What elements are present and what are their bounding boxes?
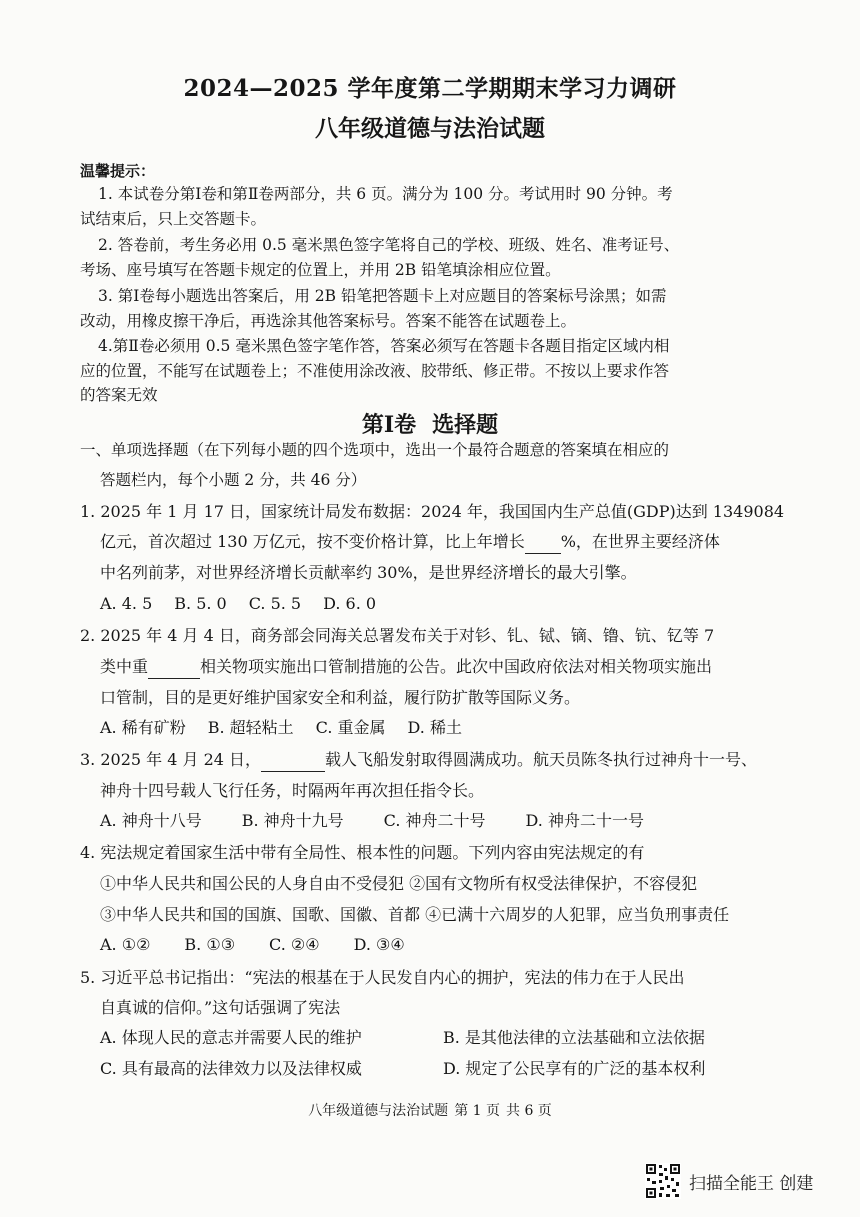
option-c: C. 神舟二十号 [383, 811, 486, 830]
section-part: 第Ⅰ卷 [361, 412, 417, 438]
page-footer [0, 1100, 860, 1120]
footer-subject: 八年级道德与法治试题 [308, 1103, 449, 1119]
question-text: 3. 2025 年 4 月 24 日， [80, 750, 262, 769]
option-b: B. ①③ [184, 935, 236, 954]
option-b: B. 5. 0 [174, 594, 227, 613]
option-c: C. ②④ [269, 935, 320, 954]
section-name: 选择题 [432, 412, 499, 438]
question-2-line: 2. 2025 年 4 月 4 日，商务部会同海关总署发布关于对钐、钆、铽、镝、镥、钪、钇等 7 [80, 626, 715, 645]
question-text: 亿元，首次超过 130 万亿元，按不变价格计算，比上年增长 [100, 532, 525, 551]
instruction-line: 答题栏内，每个小题 2 分，共 46 分） [100, 471, 367, 489]
option-a: A. 体现人民的意志并需要人民的维护 [100, 1028, 362, 1047]
question-5-line: 自真诚的信仰。”这句话强调了宪法 [100, 998, 341, 1017]
tips-line: 4.第Ⅱ卷必须用 0.5 毫米黑色签字笔作答，答案必须写在答题卡各题目指定区域内相 [98, 337, 670, 355]
option-c: C. 5. 5 [248, 594, 302, 613]
footer-page: 第 1 页 [454, 1103, 500, 1119]
question-2-options [100, 716, 484, 740]
question-text: 相关物项实施出口管制措施的公告。此次中国政府依法对相关物项实施出 [200, 657, 713, 676]
section-heading [0, 408, 860, 439]
tips-heading: 温馨提示： [80, 162, 156, 180]
tips-line: 试结束后，只上交答题卡。 [80, 210, 267, 228]
question-text: %，在世界主要经济体 [560, 532, 720, 551]
tips-line: 3. 第Ⅰ卷每小题选出答案后，用 2B 铅笔把答题卡上对应题目的答案标号涂黑；如需 [98, 287, 667, 305]
question-text: 类中重 [100, 657, 149, 676]
question-3-line [80, 748, 757, 772]
question-2-line [100, 655, 712, 679]
answer-blank [525, 535, 561, 554]
option-d: D. 稀土 [407, 718, 462, 737]
tips-line: 的答案无效 [80, 386, 158, 404]
question-4-line: ③中华人民共和国的国旗、国歌、国徽、首都 ④已满十六周岁的人犯罪，应当负刑事责任 [100, 905, 730, 924]
tips-line: 应的位置，不能写在试题卷上；不准使用涂改液、胶带纸、修正带。不按以上要求作答 [80, 362, 670, 380]
option-b: B. 神舟十九号 [241, 811, 344, 830]
option-a: A. 稀有矿粉 [100, 718, 186, 737]
question-5-line: 5. 习近平总书记指出：“宪法的根基在于人民发自内心的拥护，宪法的伟力在于人民出 [80, 968, 685, 987]
option-a: A. ①② [100, 935, 151, 954]
option-d: D. 规定了公民享有的广泛的基本权利 [443, 1059, 706, 1078]
option-d: D. 6. 0 [323, 594, 377, 613]
question-3-line: 神舟十四号载人飞行任务，时隔两年再次担任指令长。 [100, 781, 485, 800]
watermark-text: 扫描全能王 创建 [689, 1173, 814, 1194]
question-4-line: 4. 宪法规定着国家生活中带有全局性、根本性的问题。下列内容由宪法规定的有 [80, 843, 645, 862]
question-text: 载人飞船发射取得圆满成功。航天员陈冬执行过神舟十一号、 [325, 750, 758, 769]
option-d: D. ③④ [353, 935, 405, 954]
tips-line: 2. 答卷前，考生务必用 0.5 毫米黑色签字笔将自己的学校、班级、姓名、准考证号、 [98, 236, 680, 254]
question-4-options [100, 933, 427, 957]
option-b: B. 超轻粘土 [207, 718, 294, 737]
question-1-line: 中名列前茅，对世界经济增长贡献率约 30%，是世界经济增长的最大引擎。 [100, 563, 637, 582]
tips-line: 改动，用橡皮擦干净后，再选涂其他答案标号。答案不能答在试题卷上。 [80, 312, 577, 330]
tips-line: 考场、座号填写在答题卡规定的位置上，并用 2B 铅笔填涂相应位置。 [80, 261, 561, 279]
option-c: C. 具有最高的法律效力以及法律权威 [100, 1059, 362, 1078]
question-1-options [100, 592, 398, 616]
answer-blank [148, 660, 200, 679]
instruction-line: 一、单项选择题（在下列每小题的四个选项中，选出一个最符合题意的答案填在相应的 [80, 441, 670, 459]
tips-line: 1. 本试卷分第Ⅰ卷和第Ⅱ卷两部分，共 6 页。满分为 100 分。考试用时 90 分钟。考 [98, 185, 673, 203]
question-2-line: 口管制，目的是更好维护国家安全和利益，履行防扩散等国际义务。 [100, 688, 581, 707]
footer-total: 共 6 页 [506, 1103, 552, 1119]
qr-code-icon [645, 1163, 681, 1199]
exam-title: 2024—2025 学年度第二学期期末学习力调研 [183, 75, 677, 102]
question-1-line: 1. 2025 年 1 月 17 日，国家统计局发布数据：2024 年，我国国内生产总值(GDP)达到 1349084 [80, 502, 785, 521]
option-c: C. 重金属 [315, 718, 386, 737]
option-b: B. 是其他法律的立法基础和立法依据 [443, 1028, 705, 1047]
option-a: A. 4. 5 [100, 594, 153, 613]
answer-blank [261, 753, 325, 772]
question-4-line: ①中华人民共和国公民的人身自由不受侵犯 ②国有文物所有权受法律保护，不容侵犯 [100, 874, 698, 893]
question-1-line [100, 530, 720, 554]
option-d: D. 神舟二十一号 [525, 811, 644, 830]
option-a: A. 神舟十八号 [100, 811, 202, 830]
exam-subtitle: 八年级道德与法治试题 [315, 115, 545, 142]
question-3-options [100, 809, 666, 833]
scanner-watermark [645, 1163, 813, 1199]
